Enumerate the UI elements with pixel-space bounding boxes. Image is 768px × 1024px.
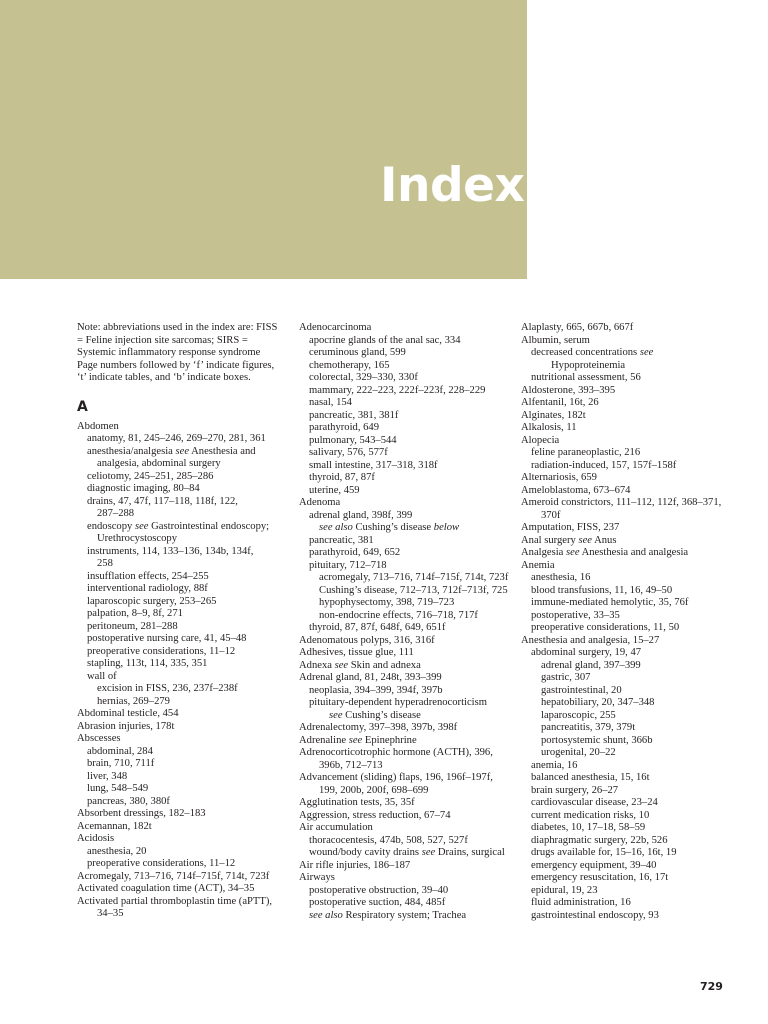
index-entry: 34–35 bbox=[97, 908, 124, 919]
index-entry-text: Anal surgery bbox=[521, 534, 579, 546]
cross-reference-term: see also bbox=[319, 522, 353, 533]
index-entry: mammary, 222–223, 222f–223f, 228–229 bbox=[309, 384, 486, 396]
index-entry: ceruminous gland, 599 bbox=[309, 347, 406, 358]
index-entry-text: anesthesia/analgesia bbox=[87, 445, 176, 457]
index-entry: anesthesia, 20 bbox=[87, 845, 147, 857]
index-entry: postoperative nursing care, 41, 45–48 bbox=[87, 633, 247, 644]
index-entry: immune-mediated hemolytic, 35, 76f bbox=[531, 597, 689, 608]
index-entry: liver, 348 bbox=[87, 770, 128, 782]
index-entry: portosystemic shunt, 366b bbox=[541, 734, 653, 746]
index-entry: 396b, 712–713 bbox=[319, 759, 383, 771]
index-entry: Cushing’s disease, 712–713, 712f–713f, 725 bbox=[319, 584, 508, 596]
index-entry: postoperative suction, 484, 485f bbox=[309, 897, 446, 908]
index-entry: Abscesses bbox=[77, 733, 121, 744]
page-title: Index bbox=[380, 158, 525, 213]
index-entry: Aldosterone, 393–395 bbox=[521, 384, 616, 396]
index-entry: Page numbers followed by ‘f’ indicate figures, bbox=[77, 359, 275, 371]
section-letter: A bbox=[77, 398, 88, 415]
index-entry: insufflation effects, 254–255 bbox=[87, 570, 209, 582]
index-entry-text: Epinephrine bbox=[362, 734, 417, 746]
index-entry: colorectal, 329–330, 330f bbox=[309, 372, 418, 383]
index-entry: nutritional assessment, 56 bbox=[531, 372, 641, 383]
index-entry: radiation-induced, 157, 157f–158f bbox=[531, 459, 677, 471]
index-entry: epidural, 19, 23 bbox=[531, 884, 598, 896]
index-entry: Albumin, serum bbox=[521, 334, 590, 346]
index-entry-text: decreased concentrations bbox=[531, 347, 640, 358]
index-entry: preoperative considerations, 11, 50 bbox=[531, 622, 680, 633]
index-entry: gastrointestinal, 20 bbox=[541, 684, 622, 696]
index-column-3 bbox=[521, 322, 736, 922]
index-column-2 bbox=[299, 322, 511, 922]
index-entry bbox=[299, 710, 511, 723]
index-entry: Alaplasty, 665, 667b, 667f bbox=[521, 322, 634, 333]
index-entry-text: Analgesia bbox=[521, 547, 567, 558]
index-entry: hepatobiliary, 20, 347–348 bbox=[541, 697, 655, 708]
index-entry: acromegaly, 713–716, 714f–715f, 714t, 723f bbox=[319, 572, 509, 583]
index-entry-text: wound/body cavity drains bbox=[309, 847, 422, 858]
index-entry: laparoscopic surgery, 253–265 bbox=[87, 595, 217, 607]
index-entry: Note: abbreviations used in the index are: FISS bbox=[77, 322, 278, 333]
index-entry: diagnostic imaging, 80–84 bbox=[87, 483, 200, 494]
index-entry bbox=[299, 660, 511, 673]
index-entry: pulmonary, 543–544 bbox=[309, 434, 397, 446]
index-entry: celiotomy, 245–251, 285–286 bbox=[87, 470, 214, 482]
index-entry-text: Respiratory system; Trachea bbox=[342, 909, 467, 921]
index-entry bbox=[77, 446, 285, 459]
index-entry: balanced anesthesia, 15, 16t bbox=[531, 772, 650, 783]
index-entry: Activated coagulation time (ACT), 34–35 bbox=[77, 883, 255, 894]
index-entry: Ameroid constrictors, 111–112, 112f, 368–371, bbox=[521, 497, 722, 508]
index-entry: blood transfusions, 11, 16, 49–50 bbox=[531, 584, 673, 596]
index-entry: pancreas, 380, 380f bbox=[87, 795, 170, 807]
index-entry: gastric, 307 bbox=[541, 672, 591, 683]
index-entry: thyroid, 87, 87f bbox=[309, 472, 375, 483]
index-entry: Amputation, FISS, 237 bbox=[521, 522, 620, 533]
index-entry: Abdominal testicle, 454 bbox=[77, 708, 179, 719]
index-entry-text: Gastrointestinal endoscopy; bbox=[148, 520, 270, 532]
index-entry: Systemic inflammatory response syndrome bbox=[77, 347, 261, 358]
index-entry: laparoscopic, 255 bbox=[541, 709, 616, 721]
index-entry: Acidosis bbox=[77, 833, 115, 844]
index-entry: Activated partial thromboplastin time (aPTT), bbox=[77, 895, 273, 907]
index-entry: = Feline injection site sarcomas; SIRS = bbox=[77, 334, 248, 346]
cross-reference-term: see bbox=[175, 445, 190, 457]
index-entry: apocrine glands of the anal sac, 334 bbox=[309, 334, 461, 346]
index-entry: excision in FISS, 236, 237f–238f bbox=[97, 683, 238, 694]
index-entry: chemotherapy, 165 bbox=[309, 359, 390, 371]
index-entry: anesthesia, 16 bbox=[531, 572, 591, 583]
index-entry: postoperative, 33–35 bbox=[531, 609, 620, 621]
cross-reference-term: see bbox=[566, 547, 580, 558]
index-entry: Agglutination tests, 35, 35f bbox=[299, 797, 415, 808]
index-entry bbox=[521, 347, 736, 360]
index-entry: Abdomen bbox=[77, 420, 119, 432]
index-entry: current medication risks, 10 bbox=[531, 809, 650, 821]
index-entry: Anemia bbox=[521, 559, 555, 571]
index-entry: Absorbent dressings, 182–183 bbox=[77, 808, 206, 819]
index-entry: neoplasia, 394–399, 394f, 397b bbox=[309, 684, 443, 696]
cross-reference-term: see bbox=[134, 520, 149, 532]
index-entry: interventional radiology, 88f bbox=[87, 583, 208, 594]
index-entry-text: Anus bbox=[592, 534, 617, 546]
index-entry: Adrenal gland, 81, 248t, 393–399 bbox=[299, 672, 442, 683]
index-entry: thyroid, 87, 87f, 648f, 649, 651f bbox=[309, 622, 446, 633]
index-entry bbox=[77, 521, 285, 534]
index-entry-text: Adrenaline bbox=[299, 734, 349, 746]
index-entry: uterine, 459 bbox=[309, 484, 360, 496]
index-entry: Adenocarcinoma bbox=[299, 322, 372, 333]
index-entry: Ameloblastoma, 673–674 bbox=[521, 484, 631, 496]
cross-reference-term: see also bbox=[309, 909, 343, 921]
index-entry: postoperative obstruction, 39–40 bbox=[309, 884, 449, 896]
index-entry: salivary, 576, 577f bbox=[309, 447, 388, 458]
index-entry: drugs available for, 15–16, 16t, 19 bbox=[531, 847, 677, 858]
index-entry: adrenal gland, 398f, 399 bbox=[309, 509, 413, 521]
index-entry: Alternariosis, 659 bbox=[521, 472, 597, 483]
index-entry: feline paraneoplastic, 216 bbox=[531, 447, 641, 458]
index-entry: diaphragmatic surgery, 22b, 526 bbox=[531, 834, 668, 846]
index-entry: Urethrocystoscopy bbox=[97, 533, 178, 544]
index-entry: Acemannan, 182t bbox=[77, 820, 152, 832]
index-entry: ‘t’ indicate tables, and ‘b’ indicate boxes. bbox=[77, 372, 251, 383]
index-entry: Hypoproteinemia bbox=[551, 359, 626, 371]
index-entry: analgesia, abdominal surgery bbox=[97, 458, 221, 469]
index-entry: Alopecia bbox=[521, 434, 560, 446]
index-entry bbox=[299, 522, 511, 535]
index-entry-text: Anesthesia and bbox=[189, 445, 256, 457]
index-entry: 287–288 bbox=[97, 508, 135, 519]
index-entry: small intestine, 317–318, 318f bbox=[309, 459, 438, 471]
index-entry: abdominal surgery, 19, 47 bbox=[531, 647, 642, 658]
cross-reference-term: see bbox=[329, 709, 343, 721]
index-entry: Adrenalectomy, 397–398, 397b, 398f bbox=[299, 722, 458, 733]
index-entry: Advancement (sliding) flaps, 196, 196f–197f, bbox=[299, 772, 493, 783]
cross-reference-term: see bbox=[578, 534, 593, 546]
index-entry: gastrointestinal endoscopy, 93 bbox=[531, 909, 659, 921]
cross-reference-term: see bbox=[639, 347, 654, 358]
cross-reference-term: see bbox=[348, 734, 363, 746]
index-entry: Adhesives, tissue glue, 111 bbox=[299, 647, 414, 658]
index-entry bbox=[521, 535, 736, 548]
index-entry: parathyroid, 649, 652 bbox=[309, 547, 401, 558]
index-entry: hypophysectomy, 398, 719–723 bbox=[319, 597, 455, 608]
index-entry: brain surgery, 26–27 bbox=[531, 784, 619, 796]
index-entry: Alfentanil, 16t, 26 bbox=[521, 397, 599, 408]
index-entry: peritoneum, 281–288 bbox=[87, 620, 178, 632]
index-column-1 bbox=[77, 322, 285, 921]
index-entry bbox=[299, 847, 511, 860]
index-entry: lung, 548–549 bbox=[87, 783, 149, 794]
index-entry bbox=[299, 910, 511, 923]
index-entry: Air accumulation bbox=[299, 822, 373, 833]
index-entry-text: Anesthesia and analgesia bbox=[579, 547, 689, 558]
index-entry: Alkalosis, 11 bbox=[521, 422, 577, 433]
index-entry: nasal, 154 bbox=[309, 397, 352, 408]
index-entry: adrenal gland, 397–399 bbox=[541, 659, 641, 671]
index-entry: pancreatic, 381, 381f bbox=[309, 409, 399, 421]
index-entry: Alginates, 182t bbox=[521, 409, 586, 421]
index-entry: Adrenocorticotrophic hormone (ACTH), 396, bbox=[299, 747, 493, 758]
page-number: 729 bbox=[700, 980, 723, 993]
index-entry: pancreatic, 381 bbox=[309, 534, 374, 546]
index-entry: preoperative considerations, 11–12 bbox=[87, 645, 236, 657]
index-entry: palpation, 8–9, 8f, 271 bbox=[87, 608, 183, 619]
index-entry: 258 bbox=[97, 558, 113, 569]
index-entry: Airways bbox=[299, 872, 335, 883]
index-entry: anemia, 16 bbox=[531, 759, 578, 771]
index-entry: 370f bbox=[541, 509, 561, 521]
index-entry: Abrasion injuries, 178t bbox=[77, 720, 175, 732]
index-entry: fluid administration, 16 bbox=[531, 897, 631, 908]
index-entry bbox=[521, 547, 736, 560]
index-banner bbox=[0, 0, 527, 279]
index-entry: Aggression, stress reduction, 67–74 bbox=[299, 809, 451, 821]
index-entry: wall of bbox=[87, 670, 117, 682]
index-entry: diabetes, 10, 17–18, 58–59 bbox=[531, 822, 646, 833]
index-entry: hernias, 269–279 bbox=[97, 695, 170, 707]
index-entry: thoracocentesis, 474b, 508, 527, 527f bbox=[309, 834, 468, 846]
index-entry bbox=[299, 735, 511, 748]
index-entry-text: Adnexa bbox=[299, 659, 335, 671]
index-entry: cardiovascular disease, 23–24 bbox=[531, 797, 658, 808]
index-entry: 199, 200b, 200f, 698–699 bbox=[319, 784, 429, 796]
index-entry: emergency equipment, 39–40 bbox=[531, 859, 657, 871]
cross-reference-term: see bbox=[334, 659, 349, 671]
index-entry: Acromegaly, 713–716, 714f–715f, 714t, 723f bbox=[77, 870, 270, 882]
index-entry: pancreatitis, 379, 379t bbox=[541, 722, 636, 733]
index-entry-text: Drains, surgical bbox=[435, 847, 505, 858]
index-entry: preoperative considerations, 11–12 bbox=[87, 858, 236, 869]
index-entry: stapling, 113t, 114, 335, 351 bbox=[87, 658, 208, 669]
index-entry: drains, 47, 47f, 117–118, 118f, 122, bbox=[87, 495, 238, 507]
index-entry-text: Cushing’s disease bbox=[342, 709, 421, 721]
cross-reference-term: see bbox=[421, 847, 436, 858]
index-entry: instruments, 114, 133–136, 134b, 134f, bbox=[87, 545, 254, 557]
index-entry: Anesthesia and analgesia, 15–27 bbox=[521, 634, 660, 646]
index-entry: pituitary-dependent hyperadrenocorticism bbox=[309, 697, 487, 708]
index-entry: pituitary, 712–718 bbox=[309, 559, 387, 571]
index-entry: brain, 710, 711f bbox=[87, 758, 155, 769]
cross-reference-term: below bbox=[433, 522, 460, 533]
index-entry: emergency resuscitation, 16, 17t bbox=[531, 872, 669, 883]
index-entry: abdominal, 284 bbox=[87, 745, 153, 757]
index-entry: urogenital, 20–22 bbox=[541, 747, 616, 758]
index-entry: Adenomatous polyps, 316, 316f bbox=[299, 634, 435, 646]
index-entry-text: Cushing’s disease bbox=[352, 522, 434, 533]
index-entry: Adenoma bbox=[299, 497, 341, 508]
index-entry: anatomy, 81, 245–246, 269–270, 281, 361 bbox=[87, 433, 266, 444]
index-entry: Air rifle injuries, 186–187 bbox=[299, 859, 411, 871]
index-entry: non-endocrine effects, 716–718, 717f bbox=[319, 609, 478, 621]
index-entry-text: Skin and adnexa bbox=[348, 659, 421, 671]
index-entry-text: endoscopy bbox=[87, 520, 135, 532]
index-entry: parathyroid, 649 bbox=[309, 422, 380, 433]
